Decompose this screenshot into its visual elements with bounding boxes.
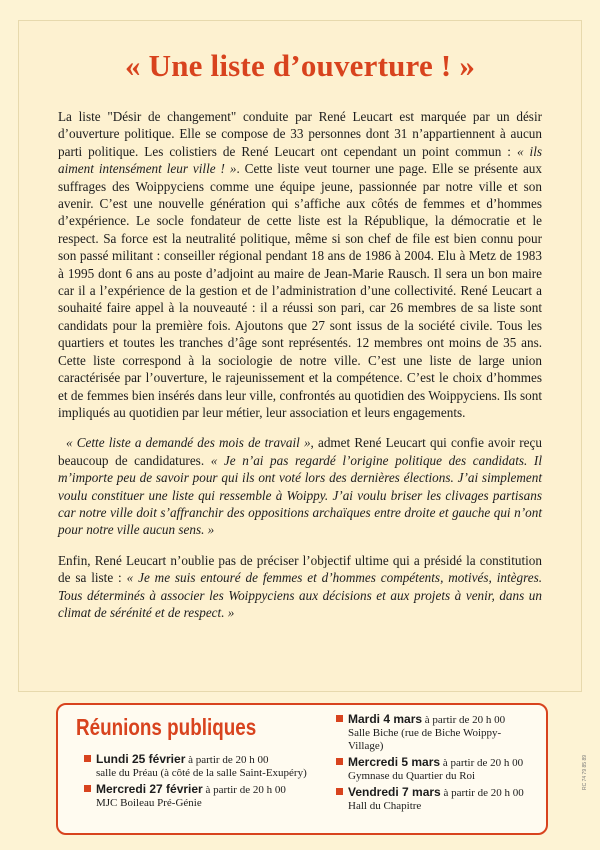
paragraph-text: La liste "Désir de changement" conduite par René Leucart est marquée par un désir d’ouverture politique. Elle se compose de 33 personnes dont 31 n’appartiennent à aucun parti politique. Les colistiers de René Leucart ont cependant un point commun : [58, 109, 542, 159]
meeting-time: à partir de 20 h 00 [424, 714, 506, 726]
square-bullet-icon [336, 715, 343, 722]
article-paragraph [58, 552, 542, 622]
meeting-place: salle du Préau (à côté de la salle Saint-Exupéry) [96, 767, 307, 779]
square-bullet-icon [84, 755, 91, 762]
square-bullet-icon [84, 785, 91, 792]
meetings-box [56, 703, 548, 835]
paragraph-text: . Cette liste veut tourner une page. Elle se présente aux suffrages des Woippyciens comme une équipe jeune, passionnée par notre ville et son avenir. C’est une nouvelle génération qui s’affiche aux côtés de femmes et d’hommes d’expérience. Le socle fondateur de cette liste est la République, la démocratie et le respect. Sa force est la neutralité politique, même si son chef de file est bien connu pour son passé militant : conseiller régional pendant 18 ans de 1986 à 2004. Elu à Metz de 1983 à 1995 dont 6 ans au poste d’adjoint au maire de Jean-Marie Rausch. Il sera un bon maire car il a l’expérience de la gestion et de l’administration d’une collectivité. René Leucart a souhaité faire appel à la nouveauté : il a réussi son pari, car 26 membres de sa liste sont candidats pour la première fois. Ajoutons que 27 sont issus de la société civile. Tous les quartiers et toutes les tranches d’âge sont représentés. 12 membres ont moins de 35 ans. Cette liste correspond à la sociologie de notre ville. C’est une liste de large union caractérisée par l’ouverture, le rajeunissement et la compétence. C’est le choix d’hommes et de femmes bien insérés dans leur ville, confrontés au quotidien des Woippyciens. Ils sont impliqués au quotidien par leur métier, leur association et leurs engagements. [58, 161, 542, 420]
meeting-day: Mercredi 5 mars [348, 755, 441, 769]
meeting-day: Vendredi 7 mars [348, 785, 441, 799]
meeting-day: Mercredi 27 février [96, 782, 203, 796]
meeting-day: Mardi 4 mars [348, 712, 423, 726]
article-paragraph [58, 108, 542, 421]
print-reference: RC 74 79 85 89 [582, 754, 588, 790]
meeting-time: à partir de 20 h 00 [442, 757, 524, 769]
meeting-place: Salle Biche (rue de Biche Woippy-Village) [348, 727, 502, 752]
quote-text: « Je n’ai pas regardé l’origine politique des candidats. Il m’importe peu de savoir pour qui ils ont voté lors des dernières élections. J’ai simplement voulu constituer une liste qui ressemble à Woippy. J’ai voulu briser les clivages partisans car notre ville doit s’affranchir des oppositions archaïques entre droite et gauche qui n’ont pour notre ville aucun sens. » [58, 452, 542, 538]
meeting-item [84, 783, 314, 810]
quote-text: « Je me suis entouré de femmes et d’hommes compétents, motivés, intègres. Tous déterminés à associer les Woippyciens aux décisions et aux projets à venir, dans un climat de sérénité et de respect. » [58, 570, 542, 620]
meetings-title: Réunions publiques [76, 714, 257, 740]
paragraph-text: , admet René Leucart qui confie avoir reçu beaucoup de candidatures. [58, 435, 542, 468]
meeting-place: Hall du Chapitre [348, 800, 422, 812]
page-title: « Une liste d’ouverture ! » [124, 48, 476, 83]
meeting-time: à partir de 20 h 00 [443, 787, 524, 799]
article-paragraph [58, 434, 542, 538]
quote-text: « Cette liste a demandé des mois de travail » [66, 435, 311, 451]
meeting-time: à partir de 20 h 00 [205, 784, 286, 796]
meeting-time: à partir de 20 h 00 [188, 754, 269, 766]
meetings-column-left [84, 753, 314, 813]
paragraph-text: Enfin, René Leucart n’oublie pas de préciser l’objectif ultime qui a présidé la constitution de sa liste : [58, 552, 542, 586]
quote-text: « ils aiment intensément leur ville ! » [58, 143, 542, 177]
meeting-place: MJC Boileau Pré-Génie [96, 797, 202, 809]
square-bullet-icon [336, 758, 343, 765]
article-body [58, 108, 542, 634]
meeting-item [336, 713, 536, 753]
meeting-item [336, 786, 536, 813]
meeting-place: Gymnase du Quartier du Roi [348, 770, 476, 782]
meeting-day: Lundi 25 février [96, 752, 186, 766]
meeting-item [336, 756, 536, 783]
meetings-column-right [336, 713, 536, 816]
meeting-item [84, 753, 314, 780]
square-bullet-icon [336, 788, 343, 795]
